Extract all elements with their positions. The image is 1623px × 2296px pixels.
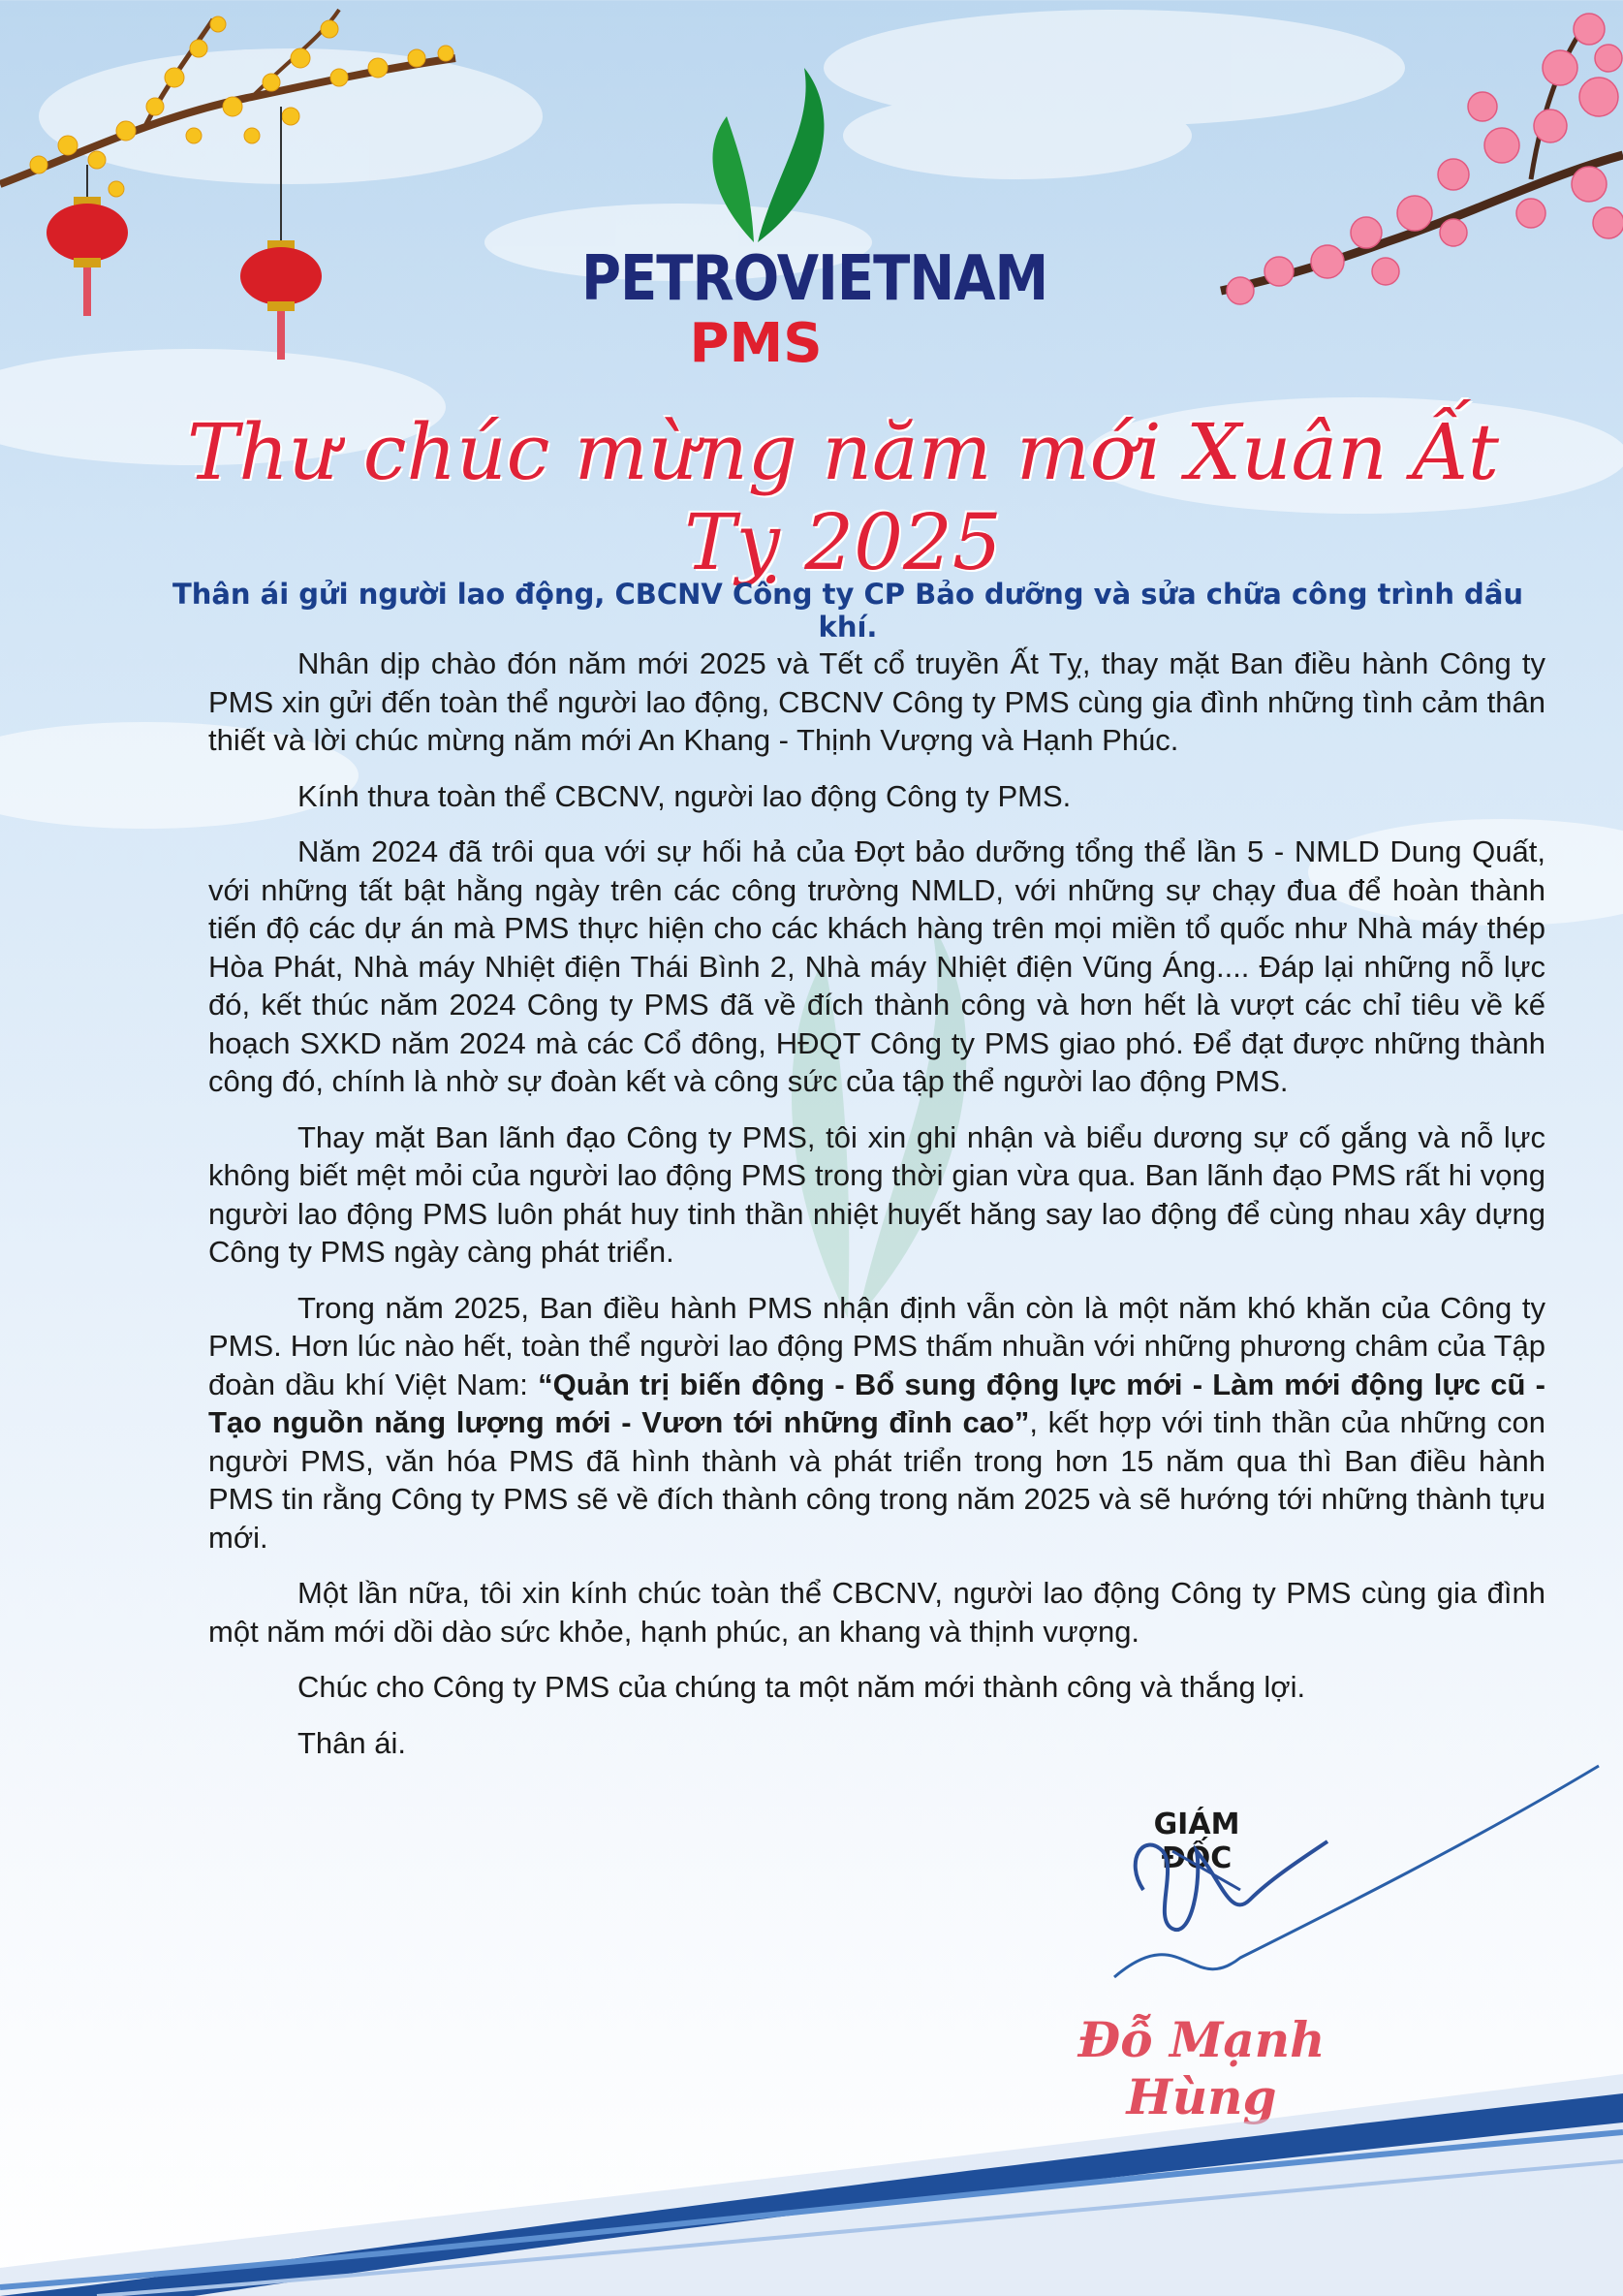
signer-title: GIÁM ĐỐC [1153, 1808, 1240, 1875]
paragraph-5-start: Trong năm 2025, Ban điều hành PMS nhận định vẫn còn là một năm khó khăn của Công ty PMS. Hơn lúc nào hết, toàn thể người lao động PMS thấm nhuần với những phương châm của Tập đoàn dầu khí Việt Nam: [208, 1290, 1545, 1401]
paragraph-8: Thân ái. [297, 1725, 407, 1760]
logo-sub-text: PMS [689, 312, 823, 375]
paragraph-5 [208, 1289, 1545, 1557]
paragraph-5-motto: “Quản trị biến động - Bổ sung động lực mới - Làm mới động lực cũ - Tạo nguồn năng lượng mới - Vươn tới những đỉnh cao” [208, 1367, 1545, 1439]
paragraph-4: Thay mặt Ban lãnh đạo Công ty PMS, tôi xin ghi nhận và biểu dương sự cố gắng và nỗ lực không biết mệt mỏi của người lao động PMS trong thời gian vừa qua. Ban lãnh đạo PMS rất hi vọng người lao động PMS luôn phát huy tinh thần nhiệt huyết hăng say lao động để cùng nhau xây dựng Công ty PMS ngày càng phát triển. [208, 1119, 1545, 1269]
paragraph-5-end: , kết hợp với tinh thần của những con người PMS, văn hóa PMS đã hình thành và phát triển trong hơn 15 năm qua thì Ban điều hành PMS tin rằng Công ty PMS sẽ về đích thành công trong năm 2025 và sẽ hướng tới những thành tựu mới. [208, 1405, 1545, 1555]
company-logo [581, 58, 1048, 375]
paragraph-2: Kính thưa toàn thể CBCNV, người lao động Công ty PMS. [297, 778, 1072, 813]
letter-body [208, 645, 1545, 1779]
paragraph-3: Năm 2024 đã trôi qua với sự hối hả của Đợt bảo dưỡng tổng thể lần 5 - NMLD Dung Quất, với những tất bật hằng ngày trên các công trường NMLD, với những sự chạy đua để hoàn thành tiến độ các dự án mà PMS thực hiện cho các khách hàng trên mọi miền tổ quốc như Nhà máy thép Hòa Phát, Nhà máy Nhiệt điện Thái Bình 2, Nhà máy Nhiệt điện Vũng Áng.... Đáp lại những nỗ lực đó, kết thúc năm 2024 Công ty PMS đã về đích thành công và hơn hết là vượt các chỉ tiêu về kế hoạch SXKD năm 2024 mà các Cổ đông, HĐQT Công ty PMS giao phó. Để đạt được những thành công đó, chính là nhờ sự đoàn kết và công sức của tập thể người lao động PMS. [208, 834, 1545, 1098]
logo-brand-text: PETROVIETNAM [581, 242, 1048, 315]
apricot-blossom-branch-icon [0, 0, 465, 368]
petrovietnam-flame-icon [581, 58, 930, 252]
signature-icon [1085, 1754, 1623, 2026]
peach-blossom-branch-icon [1163, 0, 1623, 330]
signer-name: Đỗ Mạnh Hùng [1077, 2011, 1326, 2125]
paragraph-7: Chúc cho Công ty PMS của chúng ta một năm mới thành công và thắng lợi. [297, 1670, 1306, 1704]
paragraph-1: Nhân dịp chào đón năm mới 2025 và Tết cổ truyền Ất Tỵ, thay mặt Ban điều hành Công ty PMS xin gửi đến toàn thể người lao động, CBCNV Công ty PMS cùng gia đình những tình cảm thân thiết và lời chúc mừng năm mới An Khang - Thịnh Vượng và Hạnh Phúc. [208, 646, 1545, 757]
paragraph-6: Một lần nữa, tôi xin kính chúc toàn thể CBCNV, người lao động Công ty PMS cùng gia đình một năm mới dồi dào sức khỏe, hạnh phúc, an khang và thịnh vượng. [208, 1576, 1545, 1649]
blue-wave-icon [0, 2055, 1623, 2296]
page-title: Thư chúc mừng năm mới Xuân Ất Tỵ 2025 [186, 407, 1500, 587]
greeting-line: Thân ái gửi người lao động, CBCNV Công ty CP Bảo dưỡng và sửa chữa công trình dầu khí. [172, 578, 1524, 644]
